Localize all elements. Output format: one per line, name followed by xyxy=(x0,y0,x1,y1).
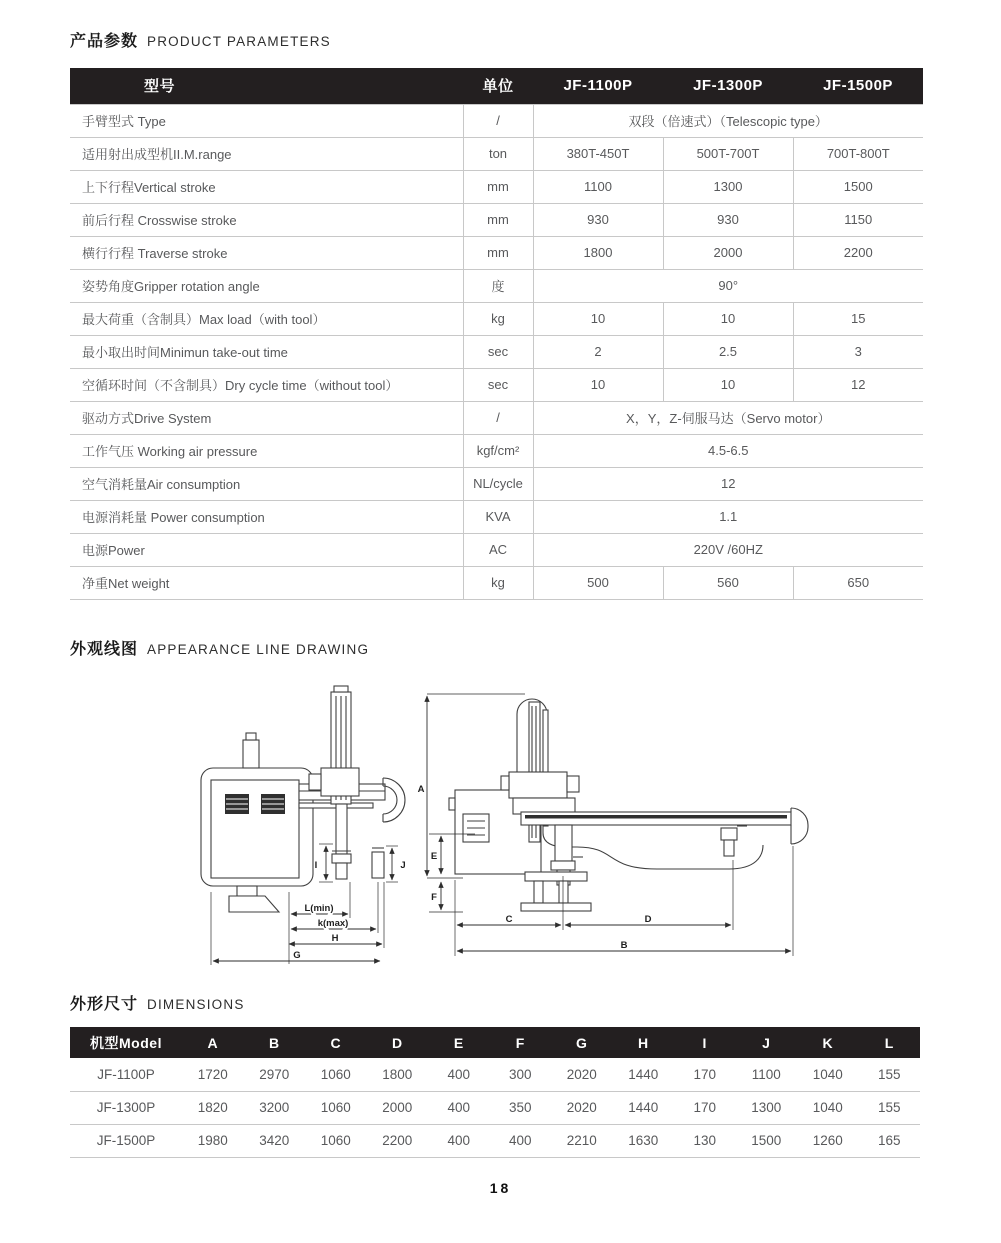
dim-label-f: F xyxy=(431,892,437,903)
section-heading-en: APPEARANCE LINE DRAWING xyxy=(147,642,370,657)
param-label: 空气消耗量Air consumption xyxy=(70,467,463,500)
param-unit: sec xyxy=(463,368,533,401)
dims-value-cell: 1300 xyxy=(736,1091,798,1124)
dims-value-cell: 2000 xyxy=(367,1091,429,1124)
dim-label-g: G xyxy=(293,950,301,961)
param-value: 15 xyxy=(793,302,923,335)
dims-row xyxy=(70,1058,920,1091)
param-row xyxy=(70,170,923,203)
product-parameters-table xyxy=(70,68,923,600)
dim-label-a: A xyxy=(417,784,425,795)
section-heading-en: PRODUCT PARAMETERS xyxy=(147,34,331,49)
dims-value-cell: 2020 xyxy=(551,1091,613,1124)
dims-header-cell: G xyxy=(551,1027,613,1058)
param-value: 500 xyxy=(533,566,663,599)
section-heading-zh: 外观线图 xyxy=(70,641,139,658)
param-label: 上下行程Vertical stroke xyxy=(70,170,463,203)
dims-value-cell: 2020 xyxy=(551,1058,613,1091)
param-row xyxy=(70,401,923,434)
param-row xyxy=(70,269,923,302)
dims-model-cell: JF-1500P xyxy=(70,1124,182,1157)
dim-label-k-max: k(max) xyxy=(317,918,349,929)
params-header-row xyxy=(70,68,923,104)
dims-value-cell: 350 xyxy=(490,1091,552,1124)
page-number: 18 xyxy=(489,1180,512,1196)
dims-value-cell: 170 xyxy=(674,1091,736,1124)
dims-value-cell: 1720 xyxy=(182,1058,244,1091)
param-row xyxy=(70,467,923,500)
param-unit: mm xyxy=(463,236,533,269)
param-row xyxy=(70,533,923,566)
param-label: 工作气压 Working air pressure xyxy=(70,434,463,467)
param-label: 驱动方式Drive System xyxy=(70,401,463,434)
dims-value-cell: 1820 xyxy=(182,1091,244,1124)
param-unit: mm xyxy=(463,170,533,203)
param-value: 380T-450T xyxy=(533,137,663,170)
param-label: 空循环时间（不含制具）Dry cycle time（without tool） xyxy=(70,368,463,401)
param-value: 3 xyxy=(793,335,923,368)
dims-value-cell: 400 xyxy=(428,1058,490,1091)
dim-label-h: H xyxy=(331,933,339,944)
param-row xyxy=(70,368,923,401)
dims-value-cell: 400 xyxy=(428,1124,490,1157)
param-unit: KVA xyxy=(463,500,533,533)
dim-label-e: E xyxy=(430,851,438,862)
dim-label-i: I xyxy=(314,860,318,871)
param-value-span: 90° xyxy=(533,269,923,302)
param-value: 930 xyxy=(533,203,663,236)
param-value: 10 xyxy=(533,302,663,335)
param-value-span: 220V /60HZ xyxy=(533,533,923,566)
side-view-drawing xyxy=(185,678,445,983)
dims-header-cell: K xyxy=(797,1027,859,1058)
section-heading-parameters xyxy=(70,28,331,51)
dims-value-cell: 1040 xyxy=(797,1091,859,1124)
dims-value-cell: 1260 xyxy=(797,1124,859,1157)
param-label: 电源Power xyxy=(70,533,463,566)
dims-header-cell: I xyxy=(674,1027,736,1058)
param-value: 1800 xyxy=(533,236,663,269)
side-view-svg xyxy=(185,678,445,983)
dims-value-cell: 3420 xyxy=(244,1124,306,1157)
dims-header-row xyxy=(70,1027,920,1058)
dim-label-l-min: L(min) xyxy=(304,903,334,914)
param-unit: / xyxy=(463,104,533,137)
dims-header-cell: J xyxy=(736,1027,798,1058)
param-row xyxy=(70,500,923,533)
dim-label-b: B xyxy=(620,940,628,951)
param-label: 横行行程 Traverse stroke xyxy=(70,236,463,269)
param-label: 适用射出成型机II.M.range xyxy=(70,137,463,170)
params-header-col-1: JF-1100P xyxy=(533,68,663,104)
param-value: 650 xyxy=(793,566,923,599)
dim-label-j: J xyxy=(400,860,406,871)
dims-header-cell: C xyxy=(305,1027,367,1058)
dims-value-cell: 2970 xyxy=(244,1058,306,1091)
dims-value-cell: 2210 xyxy=(551,1124,613,1157)
dim-label-d: D xyxy=(644,914,652,925)
params-header-unit: 单位 xyxy=(463,68,533,104)
dims-header-cell: F xyxy=(490,1027,552,1058)
front-view-svg xyxy=(415,678,835,983)
section-heading-dimensions xyxy=(70,991,245,1014)
dims-value-cell: 1440 xyxy=(613,1058,675,1091)
param-value: 2000 xyxy=(663,236,793,269)
param-value-span: 12 xyxy=(533,467,923,500)
dims-value-cell: 1980 xyxy=(182,1124,244,1157)
param-value: 560 xyxy=(663,566,793,599)
param-value: 2.5 xyxy=(663,335,793,368)
param-unit: mm xyxy=(463,203,533,236)
param-value-span: X，Y，Z-伺服马达（Servo motor） xyxy=(533,401,923,434)
dims-row xyxy=(70,1091,920,1124)
param-unit: NL/cycle xyxy=(463,467,533,500)
param-unit: kg xyxy=(463,302,533,335)
param-value: 2 xyxy=(533,335,663,368)
param-label: 最大荷重（含制具）Max load（with tool） xyxy=(70,302,463,335)
dims-header-cell: 机型Model xyxy=(70,1027,182,1058)
dims-header-cell: E xyxy=(428,1027,490,1058)
params-header-model: 型号 xyxy=(70,68,463,104)
param-row xyxy=(70,566,923,599)
param-row xyxy=(70,335,923,368)
param-value-span: 1.1 xyxy=(533,500,923,533)
params-header-col-3: JF-1500P xyxy=(793,68,923,104)
dims-value-cell: 1800 xyxy=(367,1058,429,1091)
dimensions-table xyxy=(70,1027,920,1158)
section-heading-appearance xyxy=(70,636,369,659)
dims-value-cell: 1440 xyxy=(613,1091,675,1124)
dims-header-cell: B xyxy=(244,1027,306,1058)
dims-value-cell: 1630 xyxy=(613,1124,675,1157)
dims-header-cell: A xyxy=(182,1027,244,1058)
param-unit: kgf/cm² xyxy=(463,434,533,467)
dims-value-cell: 155 xyxy=(859,1091,921,1124)
dims-value-cell: 1040 xyxy=(797,1058,859,1091)
dims-value-cell: 1060 xyxy=(305,1058,367,1091)
vertical-arm xyxy=(309,686,359,854)
section-heading-zh: 外形尺寸 xyxy=(70,996,139,1013)
dims-value-cell: 400 xyxy=(490,1124,552,1157)
dims-value-cell: 130 xyxy=(674,1124,736,1157)
dims-model-cell: JF-1300P xyxy=(70,1091,182,1124)
param-label: 姿势角度Gripper rotation angle xyxy=(70,269,463,302)
param-label: 前后行程 Crosswise stroke xyxy=(70,203,463,236)
param-value: 1100 xyxy=(533,170,663,203)
param-value: 1300 xyxy=(663,170,793,203)
param-value: 10 xyxy=(663,302,793,335)
param-unit: ton xyxy=(463,137,533,170)
params-table-body xyxy=(70,104,923,599)
param-value: 10 xyxy=(533,368,663,401)
machine-body xyxy=(201,733,313,912)
param-unit: AC xyxy=(463,533,533,566)
dims-value-cell: 1060 xyxy=(305,1091,367,1124)
dims-row xyxy=(70,1124,920,1157)
param-unit: kg xyxy=(463,566,533,599)
param-label: 最小取出时间Minimun take-out time xyxy=(70,335,463,368)
dims-value-cell: 155 xyxy=(859,1058,921,1091)
param-unit: / xyxy=(463,401,533,434)
param-unit: 度 xyxy=(463,269,533,302)
dims-table-body xyxy=(70,1058,920,1157)
param-row xyxy=(70,137,923,170)
dims-header-cell: D xyxy=(367,1027,429,1058)
param-value: 1500 xyxy=(793,170,923,203)
dims-value-cell: 1100 xyxy=(736,1058,798,1091)
param-row xyxy=(70,203,923,236)
dims-model-cell: JF-1100P xyxy=(70,1058,182,1091)
param-row xyxy=(70,236,923,269)
param-label: 电源消耗量 Power consumption xyxy=(70,500,463,533)
param-row xyxy=(70,104,923,137)
param-value: 500T-700T xyxy=(663,137,793,170)
dims-value-cell: 3200 xyxy=(244,1091,306,1124)
dims-value-cell: 1060 xyxy=(305,1124,367,1157)
param-row xyxy=(70,302,923,335)
pedestal-base xyxy=(521,872,591,911)
section-heading-en: DIMENSIONS xyxy=(147,997,245,1012)
dims-value-cell: 2200 xyxy=(367,1124,429,1157)
section-heading-zh: 产品参数 xyxy=(70,33,139,50)
param-value: 930 xyxy=(663,203,793,236)
param-row xyxy=(70,434,923,467)
param-label: 手臂型式 Type xyxy=(70,104,463,137)
dims-header-cell: L xyxy=(859,1027,921,1058)
param-unit: sec xyxy=(463,335,533,368)
param-value: 10 xyxy=(663,368,793,401)
param-value: 1150 xyxy=(793,203,923,236)
secondary-gripper xyxy=(721,826,747,856)
dims-value-cell: 170 xyxy=(674,1058,736,1091)
dims-header-cell: H xyxy=(613,1027,675,1058)
dims-value-cell: 300 xyxy=(490,1058,552,1091)
param-label: 净重Net weight xyxy=(70,566,463,599)
dims-value-cell: 400 xyxy=(428,1091,490,1124)
param-value: 700T-800T xyxy=(793,137,923,170)
dim-label-c: C xyxy=(505,914,513,925)
dims-value-cell: 1500 xyxy=(736,1124,798,1157)
param-value-span: 4.5-6.5 xyxy=(533,434,923,467)
param-value-span: 双段（倍速式）（Telescopic type） xyxy=(533,104,923,137)
front-view-drawing xyxy=(415,678,835,983)
param-value: 12 xyxy=(793,368,923,401)
dims-value-cell: 165 xyxy=(859,1124,921,1157)
param-value: 2200 xyxy=(793,236,923,269)
params-header-col-2: JF-1300P xyxy=(663,68,793,104)
